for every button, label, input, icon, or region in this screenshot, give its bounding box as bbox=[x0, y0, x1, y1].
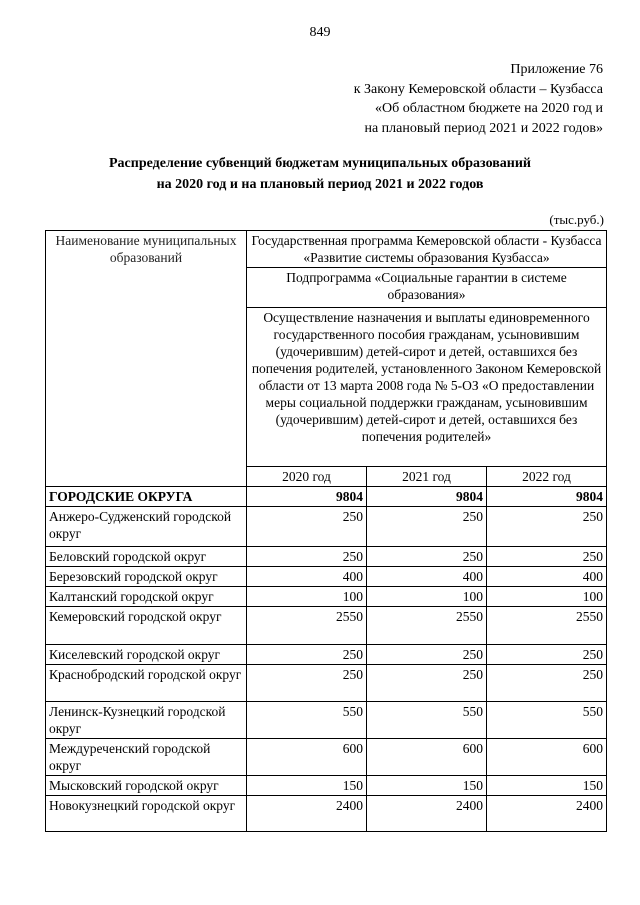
value-2021: 150 bbox=[367, 776, 487, 796]
value-2020: 400 bbox=[247, 567, 367, 587]
measure-header: Осуществление назначения и выплаты единовременного государственного пособия гражданам, усыновившим (удочерившим) детей-сирот и детей, оставшихся без попечения родителей, установленного Законом Кемеровской области от 13 марта 2008 года № 5-ОЗ «О предоставлении меры социальной поддержки гражданам, усыновившим (удочерившим) детей-сирот и детей, оставшихся без попечения родителей» bbox=[247, 308, 607, 467]
appendix-line: к Закону Кемеровской области – Кузбасса bbox=[353, 81, 603, 97]
value-2020: 100 bbox=[247, 587, 367, 607]
value-2020: 250 bbox=[247, 665, 367, 702]
value-2022: 250 bbox=[487, 547, 607, 567]
value-2021: 400 bbox=[367, 567, 487, 587]
row-name: Киселевский городской округ bbox=[46, 645, 247, 665]
subsidy-table bbox=[45, 230, 607, 832]
row-name: Новокузнецкий городской округ bbox=[46, 796, 247, 832]
row-name: Анжеро-Судженский городской округ bbox=[46, 507, 247, 547]
value-2022: 600 bbox=[487, 739, 607, 776]
value-2022: 550 bbox=[487, 702, 607, 739]
value-2022: 9804 bbox=[487, 487, 607, 507]
value-2022: 250 bbox=[487, 645, 607, 665]
column-header-municipality: Наименование муниципальных образований bbox=[46, 231, 247, 487]
row-name: Междуреченский городской округ bbox=[46, 739, 247, 776]
row-name: Беловский городской округ bbox=[46, 547, 247, 567]
appendix-line: «Об областном бюджете на 2020 год и bbox=[375, 101, 603, 116]
row-name: Березовский городской округ bbox=[46, 567, 247, 587]
value-2022: 2550 bbox=[487, 607, 607, 645]
value-2020: 600 bbox=[247, 739, 367, 776]
value-2021: 2550 bbox=[367, 607, 487, 645]
row-name: ГОРОДСКИЕ ОКРУГА bbox=[46, 487, 247, 507]
table-row-total bbox=[46, 487, 607, 507]
year-header-2021: 2021 год bbox=[367, 467, 487, 487]
value-2020: 250 bbox=[247, 507, 367, 547]
value-2020: 550 bbox=[247, 702, 367, 739]
value-2021: 9804 bbox=[367, 487, 487, 507]
value-2021: 600 bbox=[367, 739, 487, 776]
value-2021: 250 bbox=[367, 507, 487, 547]
value-2020: 250 bbox=[247, 645, 367, 665]
subprogram-header: Подпрограмма «Социальные гарантии в системе образования» bbox=[247, 268, 607, 308]
table-row bbox=[46, 607, 607, 645]
value-2020: 2550 bbox=[247, 607, 367, 645]
document-title bbox=[0, 153, 640, 195]
table-row bbox=[46, 776, 607, 796]
value-2021: 250 bbox=[367, 547, 487, 567]
units-label: (тыс.руб.) bbox=[549, 212, 604, 227]
row-name: Ленинск-Кузнецкий городской округ bbox=[46, 702, 247, 739]
appendix-reference bbox=[354, 60, 603, 138]
table-row bbox=[46, 547, 607, 567]
row-name: Мысковский городской округ bbox=[46, 776, 247, 796]
value-2020: 9804 bbox=[247, 487, 367, 507]
table-row bbox=[46, 567, 607, 587]
appendix-line: на плановый период 2021 и 2022 годов» bbox=[364, 120, 603, 136]
value-2022: 250 bbox=[487, 507, 607, 547]
row-name: Краснобродский городской округ bbox=[46, 665, 247, 702]
table-row bbox=[46, 739, 607, 776]
title-line: Распределение субвенций бюджетам муниципальных образований bbox=[109, 156, 531, 171]
table-row bbox=[46, 702, 607, 739]
row-name: Кемеровский городской округ bbox=[46, 607, 247, 645]
program-header: Государственная программа Кемеровской области - Кузбасса «Развитие системы образования Кузбасса» bbox=[247, 231, 607, 268]
value-2020: 250 bbox=[247, 547, 367, 567]
row-name: Калтанский городской округ bbox=[46, 587, 247, 607]
value-2021: 550 bbox=[367, 702, 487, 739]
table-row bbox=[46, 665, 607, 702]
table-row bbox=[46, 507, 607, 547]
value-2021: 100 bbox=[367, 587, 487, 607]
value-2020: 2400 bbox=[247, 796, 367, 832]
year-header-2022: 2022 год bbox=[487, 467, 607, 487]
page-number: 849 bbox=[309, 25, 331, 40]
value-2022: 150 bbox=[487, 776, 607, 796]
table-row bbox=[46, 587, 607, 607]
value-2021: 250 bbox=[367, 665, 487, 702]
value-2021: 2400 bbox=[367, 796, 487, 832]
value-2021: 250 bbox=[367, 645, 487, 665]
value-2022: 2400 bbox=[487, 796, 607, 832]
value-2022: 250 bbox=[487, 665, 607, 702]
value-2022: 400 bbox=[487, 567, 607, 587]
title-line: на 2020 год и на плановый период 2021 и 2022 годов bbox=[156, 177, 484, 192]
value-2022: 100 bbox=[487, 587, 607, 607]
table-row bbox=[46, 645, 607, 665]
appendix-line: Приложение 76 bbox=[510, 62, 603, 77]
year-header-2020: 2020 год bbox=[247, 467, 367, 487]
value-2020: 150 bbox=[247, 776, 367, 796]
table-row bbox=[46, 796, 607, 832]
